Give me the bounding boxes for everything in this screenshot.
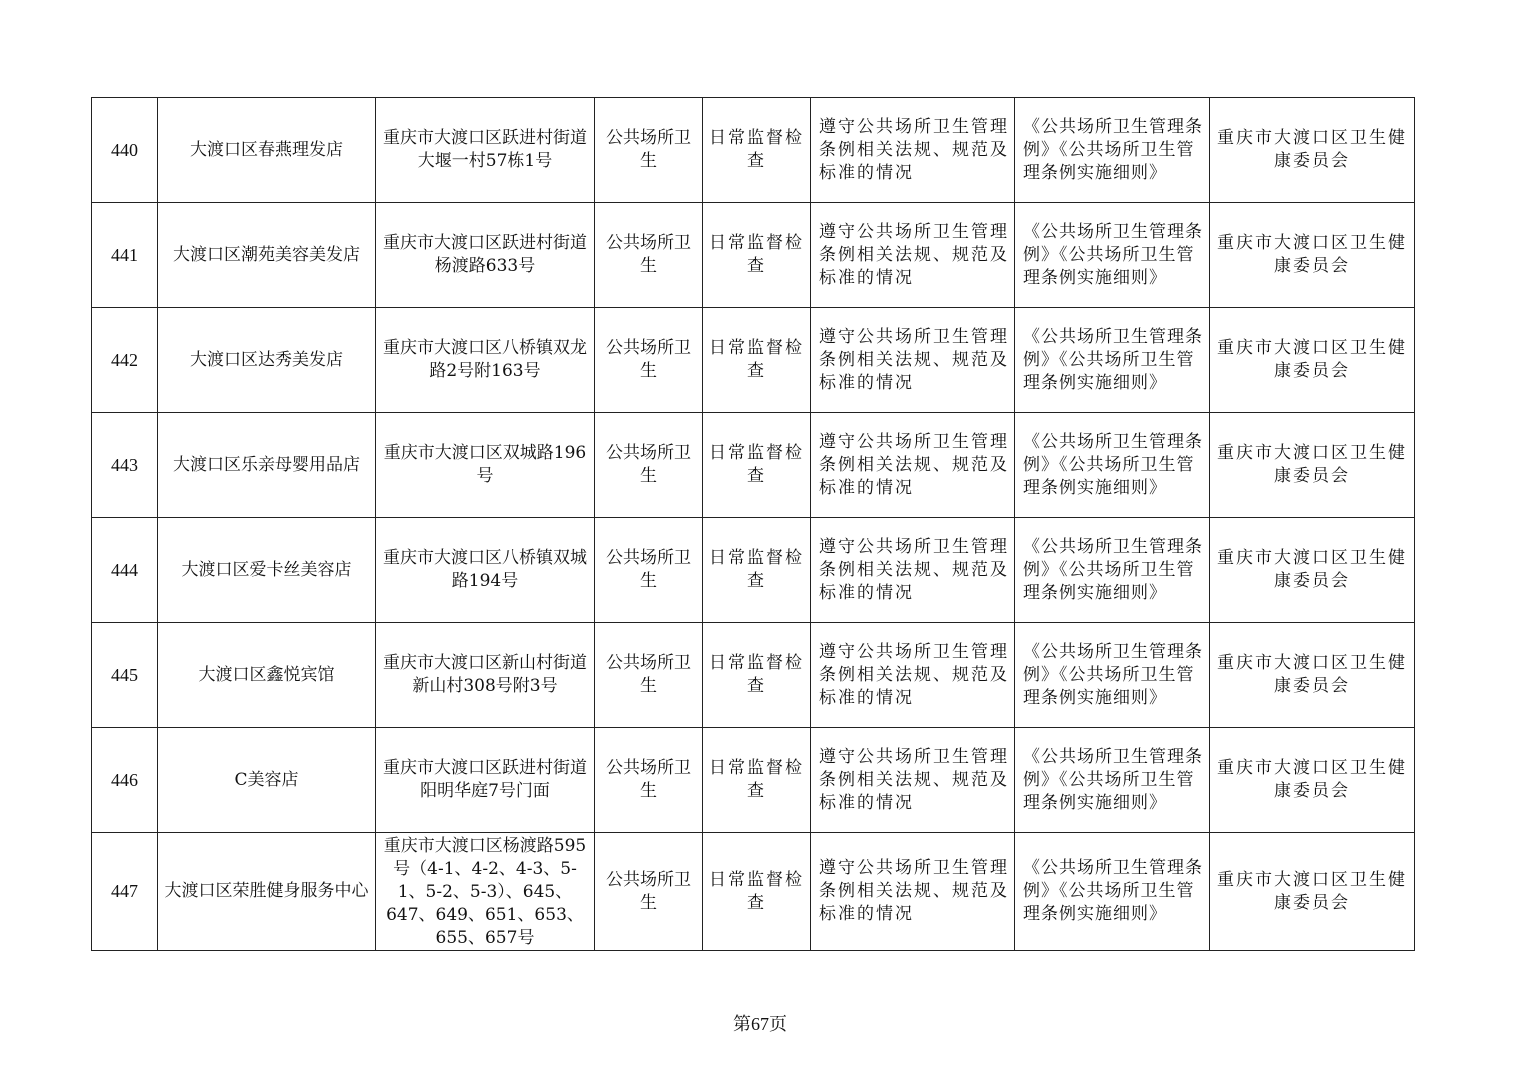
inspection-type: 公共场所卫生 [595,623,703,728]
inspection-content: 遵守公共场所卫生管理条例相关法规、规范及标准的情况 [811,203,1015,308]
table-row [92,518,1415,623]
entity-name: 大渡口区爱卡丝美容店 [158,518,376,623]
inspection-method: 日常监督检查 [703,728,811,833]
table-row [92,98,1415,203]
row-number: 440 [92,98,158,203]
entity-address: 重庆市大渡口区跃进村街道大堰一村57栋1号 [376,98,595,203]
row-number: 446 [92,728,158,833]
entity-address: 重庆市大渡口区双城路196号 [376,413,595,518]
page-number: 第67页 [733,1014,787,1034]
inspection-content: 遵守公共场所卫生管理条例相关法规、规范及标准的情况 [811,728,1015,833]
row-number: 443 [92,413,158,518]
legal-basis: 《公共场所卫生管理条例》《公共场所卫生管理条例实施细则》 [1015,308,1210,413]
inspection-type: 公共场所卫生 [595,833,703,951]
legal-basis: 《公共场所卫生管理条例》《公共场所卫生管理条例实施细则》 [1015,518,1210,623]
row-number: 441 [92,203,158,308]
table-row [92,308,1415,413]
row-number: 447 [92,833,158,951]
legal-basis: 《公共场所卫生管理条例》《公共场所卫生管理条例实施细则》 [1015,833,1210,951]
legal-basis: 《公共场所卫生管理条例》《公共场所卫生管理条例实施细则》 [1015,203,1210,308]
inspecting-agency: 重庆市大渡口区卫生健康委员会 [1210,518,1415,623]
inspection-method: 日常监督检查 [703,203,811,308]
entity-name: 大渡口区荣胜健身服务中心 [158,833,376,951]
entity-name: C美容店 [158,728,376,833]
entity-name: 大渡口区春燕理发店 [158,98,376,203]
inspecting-agency: 重庆市大渡口区卫生健康委员会 [1210,833,1415,951]
inspection-content: 遵守公共场所卫生管理条例相关法规、规范及标准的情况 [811,833,1015,951]
inspection-method: 日常监督检查 [703,518,811,623]
table-row [92,623,1415,728]
inspecting-agency: 重庆市大渡口区卫生健康委员会 [1210,728,1415,833]
entity-address: 重庆市大渡口区跃进村街道杨渡路633号 [376,203,595,308]
inspecting-agency: 重庆市大渡口区卫生健康委员会 [1210,413,1415,518]
table-row [92,833,1415,951]
inspection-content: 遵守公共场所卫生管理条例相关法规、规范及标准的情况 [811,623,1015,728]
row-number: 444 [92,518,158,623]
entity-name: 大渡口区鑫悦宾馆 [158,623,376,728]
row-number: 442 [92,308,158,413]
inspection-content: 遵守公共场所卫生管理条例相关法规、规范及标准的情况 [811,308,1015,413]
inspecting-agency: 重庆市大渡口区卫生健康委员会 [1210,623,1415,728]
inspection-content: 遵守公共场所卫生管理条例相关法规、规范及标准的情况 [811,98,1015,203]
inspecting-agency: 重庆市大渡口区卫生健康委员会 [1210,203,1415,308]
table-row [92,203,1415,308]
table-row [92,413,1415,518]
inspection-method: 日常监督检查 [703,623,811,728]
legal-basis: 《公共场所卫生管理条例》《公共场所卫生管理条例实施细则》 [1015,728,1210,833]
entity-name: 大渡口区乐亲母婴用品店 [158,413,376,518]
inspection-method: 日常监督检查 [703,413,811,518]
entity-address: 重庆市大渡口区跃进村街道阳明华庭7号门面 [376,728,595,833]
inspection-method: 日常监督检查 [703,98,811,203]
inspection-type: 公共场所卫生 [595,413,703,518]
inspection-content: 遵守公共场所卫生管理条例相关法规、规范及标准的情况 [811,413,1015,518]
entity-address: 重庆市大渡口区杨渡路595号（4-1、4-2、4-3、5-1、5-2、5-3）、645、647、649、651、653、655、657号 [376,833,595,951]
entity-address: 重庆市大渡口区新山村街道新山村308号附3号 [376,623,595,728]
legal-basis: 《公共场所卫生管理条例》《公共场所卫生管理条例实施细则》 [1015,98,1210,203]
inspection-type: 公共场所卫生 [595,728,703,833]
entity-name: 大渡口区潮苑美容美发店 [158,203,376,308]
legal-basis: 《公共场所卫生管理条例》《公共场所卫生管理条例实施细则》 [1015,623,1210,728]
inspecting-agency: 重庆市大渡口区卫生健康委员会 [1210,98,1415,203]
inspection-type: 公共场所卫生 [595,308,703,413]
inspecting-agency: 重庆市大渡口区卫生健康委员会 [1210,308,1415,413]
entity-address: 重庆市大渡口区八桥镇双城路194号 [376,518,595,623]
entity-name: 大渡口区达秀美发店 [158,308,376,413]
row-number: 445 [92,623,158,728]
inspection-content: 遵守公共场所卫生管理条例相关法规、规范及标准的情况 [811,518,1015,623]
table-row [92,728,1415,833]
legal-basis: 《公共场所卫生管理条例》《公共场所卫生管理条例实施细则》 [1015,413,1210,518]
inspection-table [91,97,1415,951]
inspection-type: 公共场所卫生 [595,203,703,308]
inspection-method: 日常监督检查 [703,308,811,413]
inspection-type: 公共场所卫生 [595,98,703,203]
inspection-type: 公共场所卫生 [595,518,703,623]
inspection-method: 日常监督检查 [703,833,811,951]
entity-address: 重庆市大渡口区八桥镇双龙路2号附163号 [376,308,595,413]
